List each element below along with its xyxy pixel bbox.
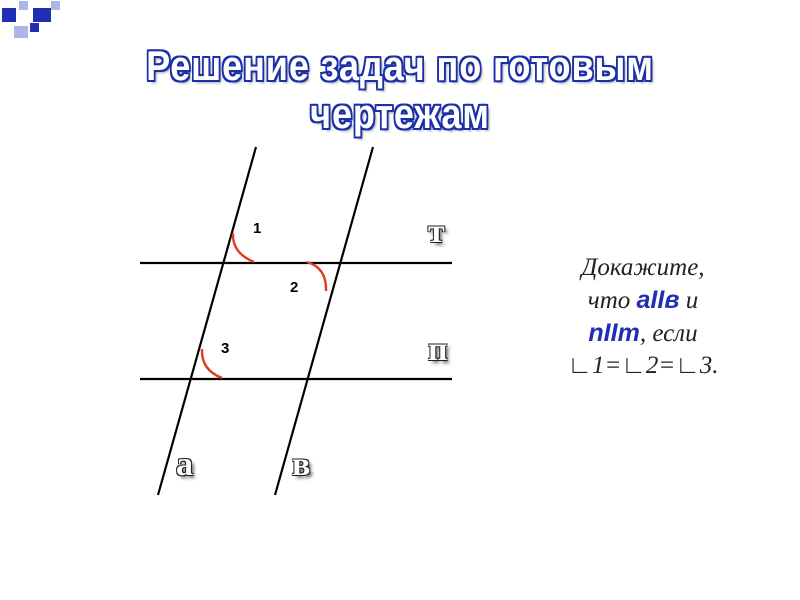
angle-2-label: 2 <box>290 279 299 296</box>
angle-3-label: 3 <box>221 340 230 357</box>
line-a-label: а <box>176 446 193 483</box>
parallel-ab: аIIв <box>636 286 680 314</box>
angle-3-arc <box>202 349 222 378</box>
task-line-2-suffix: и <box>679 287 699 314</box>
angle-2-arc <box>307 262 326 291</box>
line-n-label: п <box>428 331 448 368</box>
angle-1-arc <box>233 233 254 262</box>
line-b-label: в <box>292 446 311 483</box>
task-line-1: Докажите, <box>581 254 705 281</box>
slide-title: Решение задач по готовым чертежам <box>146 42 654 137</box>
task-line-2-prefix: что <box>587 287 637 314</box>
task-line-3-suffix: , если <box>639 320 698 347</box>
line-m-label: т <box>428 213 445 250</box>
angle-1-label: 1 <box>253 220 262 237</box>
parallel-nm: nIIm <box>588 319 640 347</box>
task-line-2 <box>518 284 768 317</box>
task-line-4: ∟1=∟2=∟3. <box>567 352 719 379</box>
line-b <box>275 147 373 495</box>
task-text <box>518 252 768 382</box>
line-a <box>158 147 256 495</box>
task-line-3 <box>518 317 768 350</box>
